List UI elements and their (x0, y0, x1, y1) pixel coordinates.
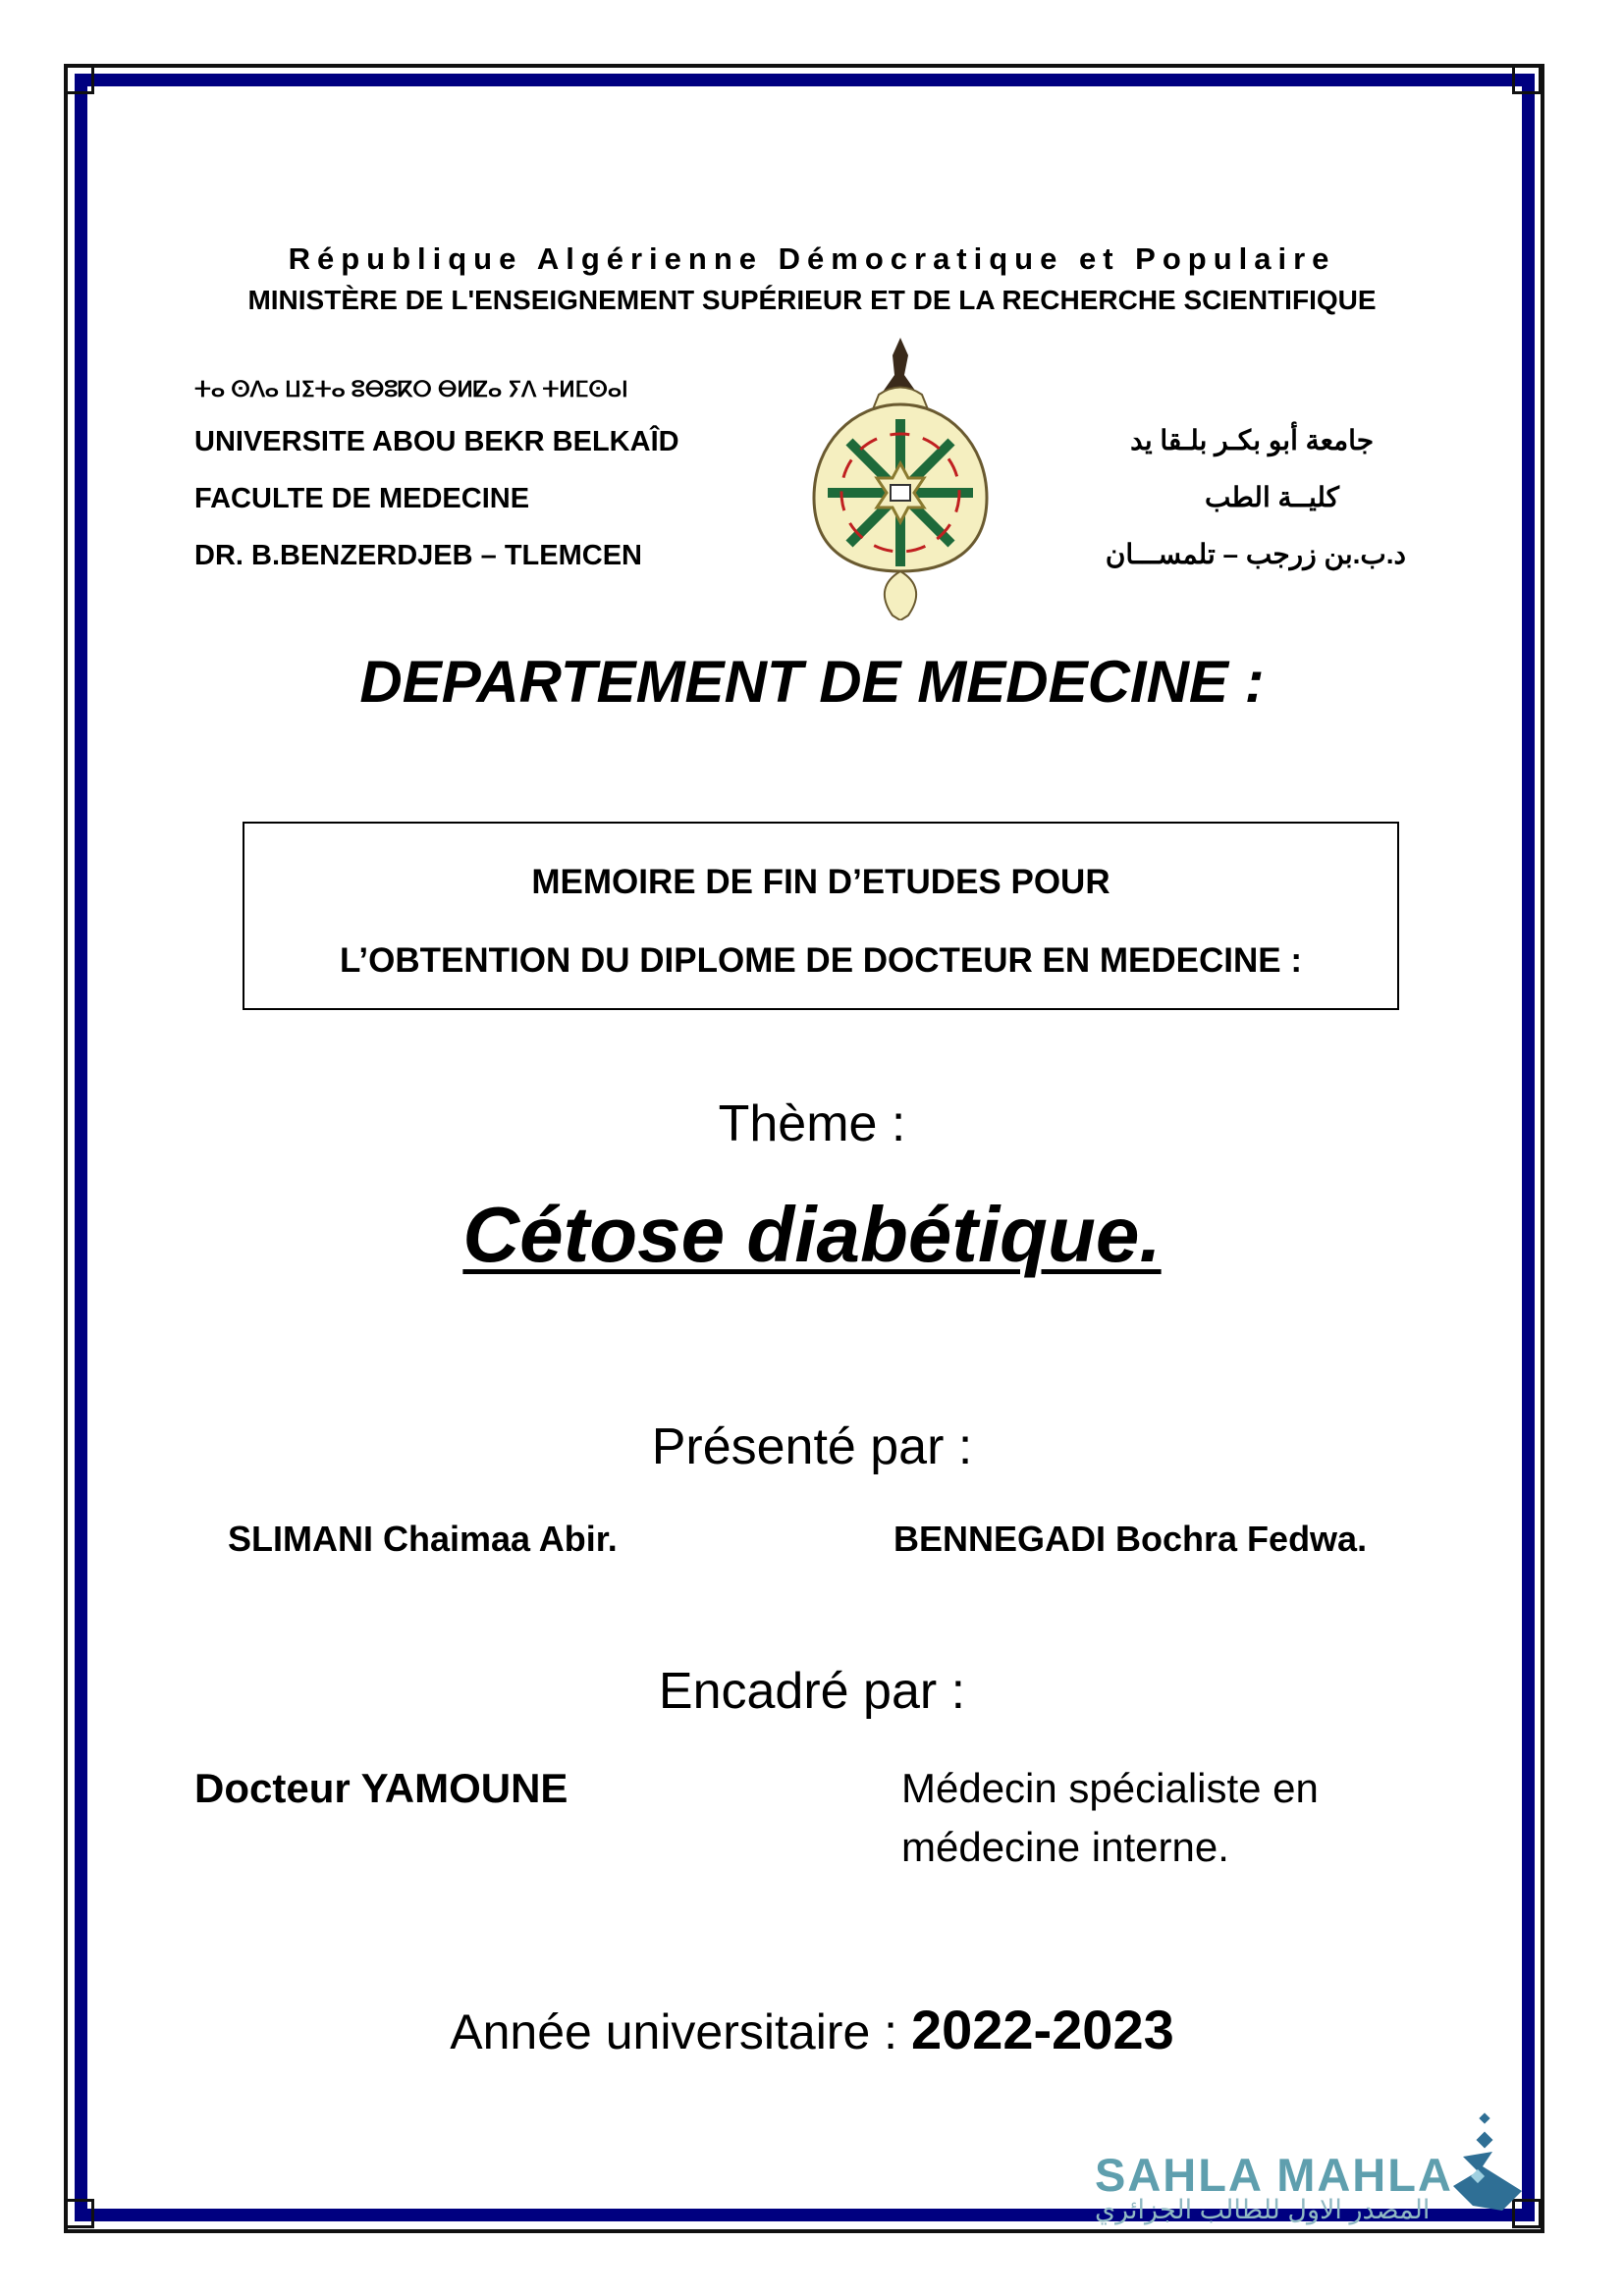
thesis-line-1: MEMOIRE DE FIN D’ETUDES POUR (531, 863, 1110, 901)
university-name-ar: جامعة أبو بكـر بلـقا يد (1130, 425, 1374, 455)
year-value: 2022-2023 (910, 1999, 1174, 2060)
ministry-heading: MINISTÈRE DE L'ENSEIGNEMENT SUPÉRIEUR ET DE LA RECHERCHE SCIENTIFIQUE (247, 285, 1377, 315)
theme-label: Thème : (718, 1095, 906, 1152)
campus-name-fr: DR. B.BENZERDJEB – TLEMCEN (194, 540, 642, 571)
supervised-label: Encadré par : (658, 1663, 966, 1720)
supervisor-role-2: médecine interne. (901, 1824, 1229, 1870)
campus-name-ar: د.ب.بن زرجب – تلمســـان (1105, 539, 1406, 569)
tifinagh-university-name: ⵜⴰ ⵙⴷⴰ ⵡⵉⵜⴰ ⵓⴱⵓⴽⵔ ⴱⵍⵇⴰ ⵢⴷ ⵜⵍⵎⵙⴰⵏ (194, 377, 628, 401)
department-title: DEPARTEMENT DE MEDECINE : (359, 649, 1265, 715)
supervisor-name: Docteur YAMOUNE (194, 1765, 568, 1811)
theme-title: Cétose diabétique. (462, 1191, 1162, 1278)
supervisor-role-1: Médecin spécialiste en (901, 1765, 1319, 1811)
faculty-name-ar: كليــة الطب (1204, 482, 1339, 512)
university-name-fr: UNIVERSITE ABOU BEKR BELKAÎD (194, 426, 679, 457)
presented-label: Présenté par : (651, 1418, 973, 1475)
author-1: SLIMANI Chaimaa Abir. (228, 1519, 618, 1559)
republic-heading: République Algérienne Démocratique et Populaire (288, 241, 1336, 276)
academic-year (0, 1998, 1624, 2061)
theme-title-wrap (0, 1190, 1624, 1280)
year-label: Année universitaire : (450, 2004, 911, 2059)
watermark-logo-icon (1443, 2112, 1532, 2211)
watermark-tagline: المصدر الاول للطالب الجزائري (1095, 2195, 1431, 2224)
watermark-brand: SAHLA MAHLA (1095, 2149, 1453, 2201)
author-2: BENNEGADI Bochra Fedwa. (893, 1519, 1368, 1559)
university-logo (810, 336, 991, 620)
thesis-line-2: L’OBTENTION DU DIPLOME DE DOCTEUR EN MEDECINE : (339, 941, 1303, 980)
faculty-name-fr: FACULTE DE MEDECINE (194, 483, 530, 514)
thesis-box (243, 822, 1399, 1010)
